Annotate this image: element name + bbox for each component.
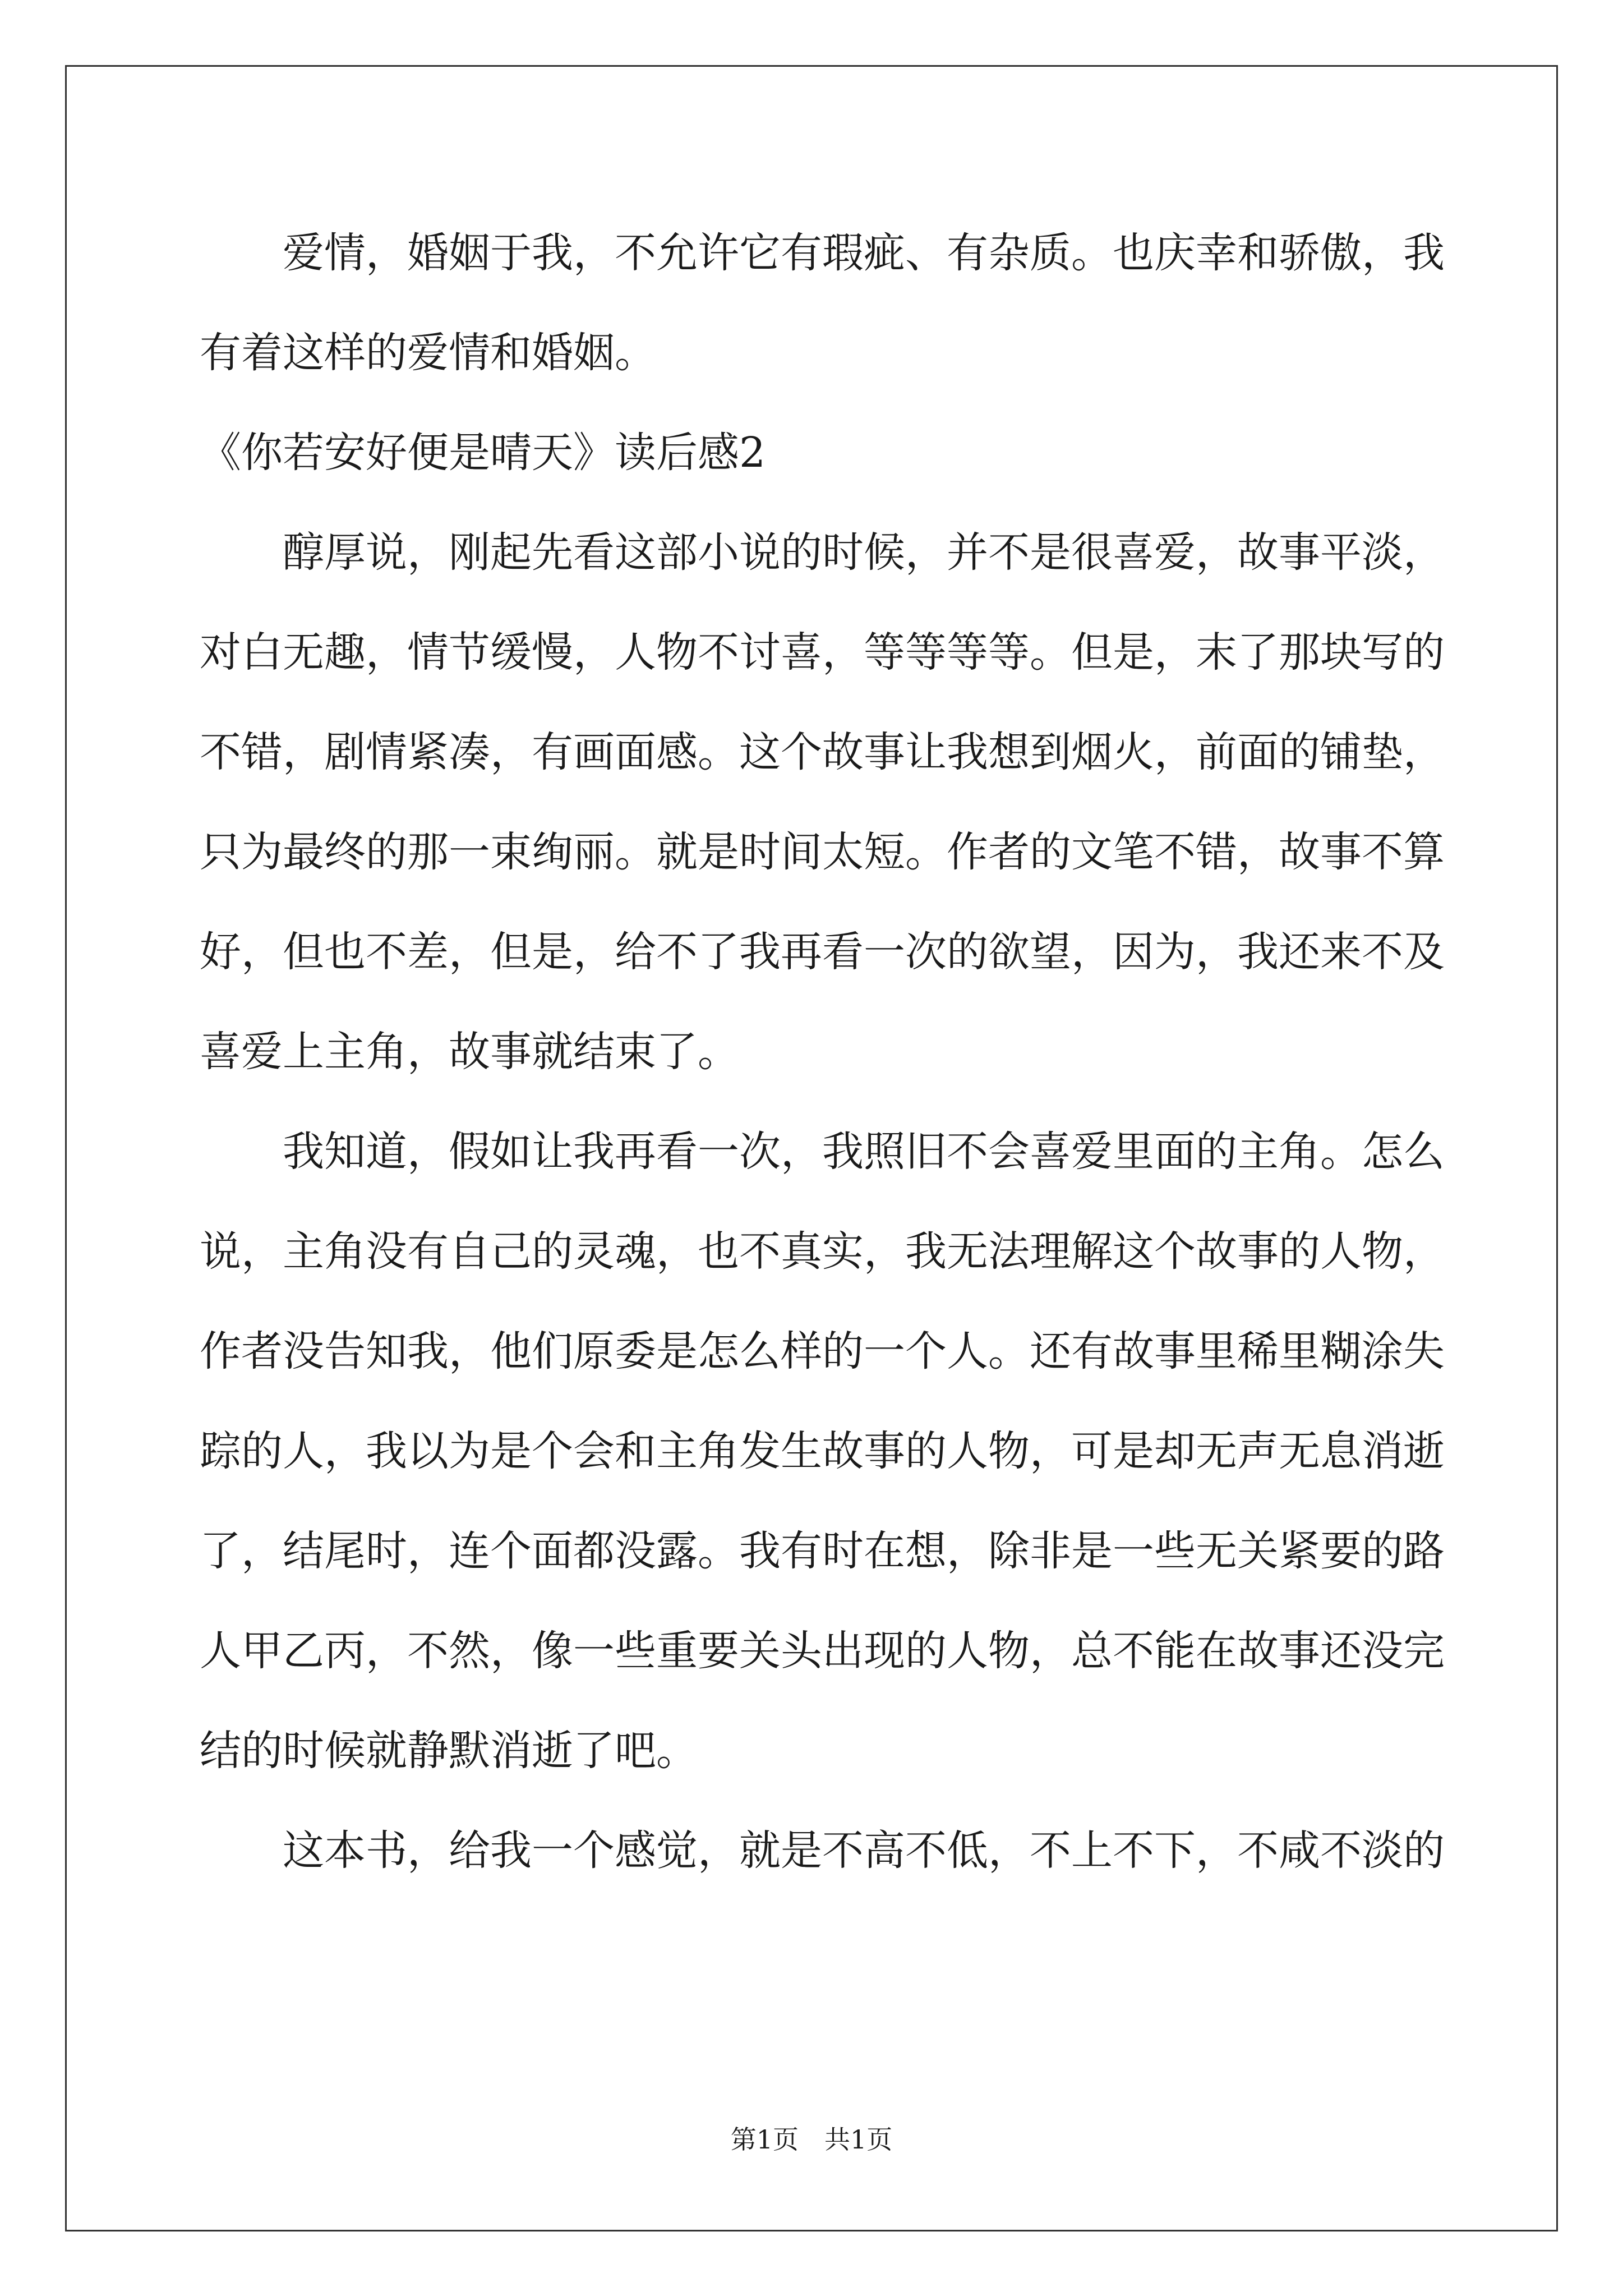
paragraph-line: 说，主角没有自己的灵魂，也不真实，我无法理解这个故事的人物，: [200, 1227, 1445, 1276]
paragraph-line: 踪的人，我以为是个会和主角发生故事的人物，可是却无声无息消逝: [200, 1427, 1445, 1475]
paragraph-line: 醇厚说，刚起先看这部小说的时候，并不是很喜爱，故事平淡，: [283, 528, 1445, 577]
paragraph-line: 人甲乙丙，不然，像一些重要关头出现的人物，总不能在故事还没完: [200, 1627, 1445, 1675]
page-number-footer: 第1页 共1页: [730, 2124, 893, 2155]
paragraph-line: 了，结尾时，连个面都没露。我有时在想，除非是一些无关紧要的路: [200, 1527, 1445, 1575]
paragraph-line: 喜爱上主角，故事就结束了。: [200, 1028, 739, 1076]
paragraph-line: 有着这样的爱情和婚姻。: [200, 329, 656, 377]
document-body: [200, 214, 1445, 1912]
paragraph-line: 这本书，给我一个感觉，就是不高不低，不上不下，不咸不淡的: [283, 1826, 1445, 1875]
paragraph-line: 不错，剧情紧凑，有画面感。这个故事让我想到烟火，前面的铺垫，: [200, 728, 1445, 776]
paragraph-line: 好，但也不差，但是，给不了我再看一次的欲望，因为，我还来不及: [200, 928, 1445, 976]
paragraph-line: 对白无趣，情节缓慢，人物不讨喜，等等等等。但是，末了那块写的: [200, 628, 1445, 677]
paragraph-line: 我知道，假如让我再看一次，我照旧不会喜爱里面的主角。怎么: [283, 1128, 1445, 1176]
paragraph-line: 结的时候就静默消逝了吧。: [200, 1727, 698, 1775]
paragraph-line: 作者没告知我，他们原委是怎么样的一个人。还有故事里稀里糊涂失: [200, 1327, 1445, 1375]
paragraph-line: 只为最终的那一束绚丽。就是时间太短。作者的文笔不错，故事不算: [200, 828, 1445, 876]
paragraph-line: 爱情，婚姻于我，不允许它有瑕疵、有杂质。也庆幸和骄傲，我: [283, 229, 1445, 277]
section-heading: 《你若安好便是晴天》读后感2: [200, 429, 766, 477]
